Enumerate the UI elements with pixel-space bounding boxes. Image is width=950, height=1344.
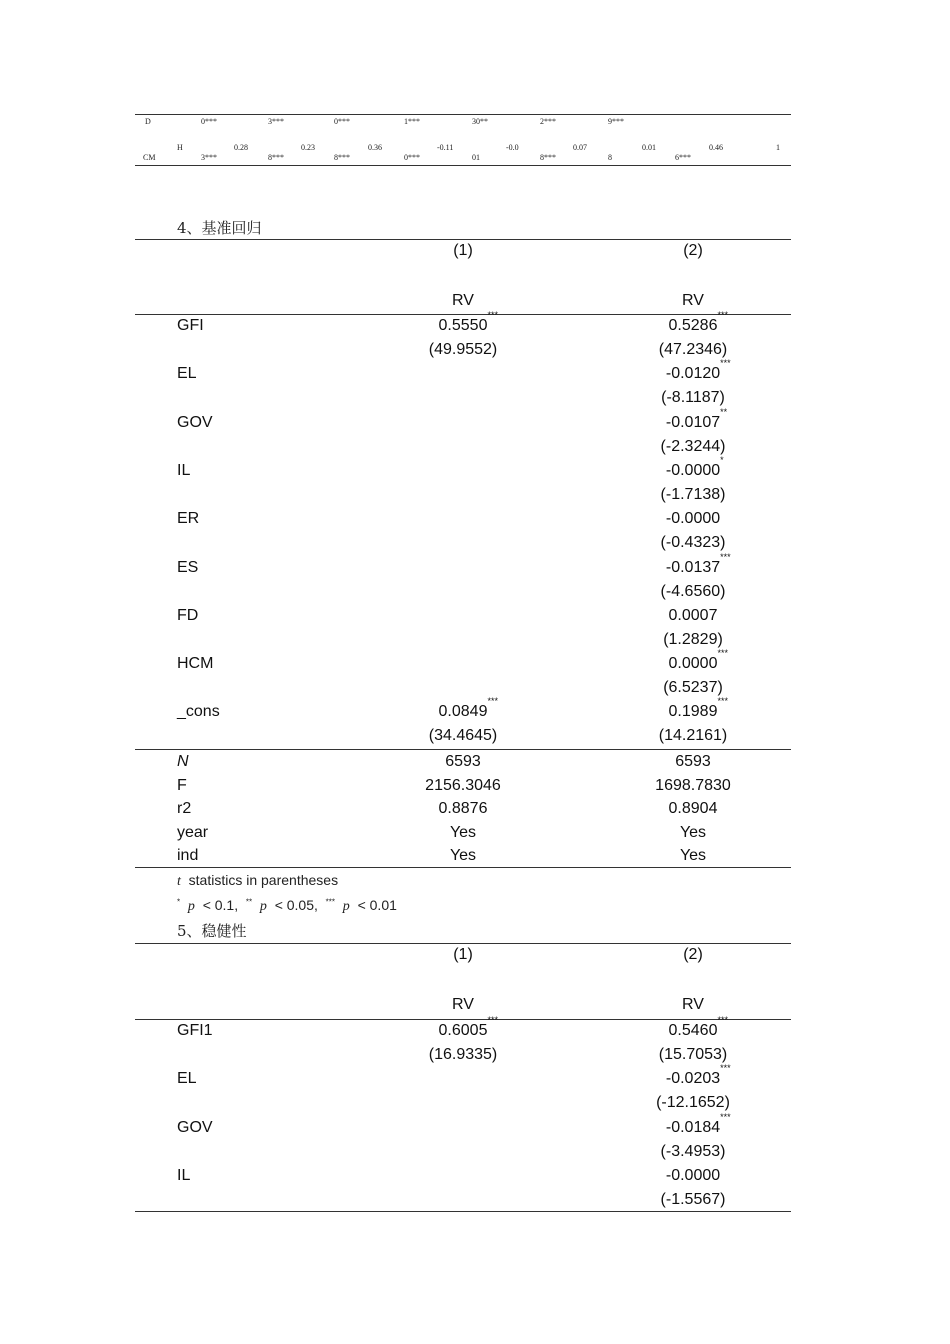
table-top-rule [135, 943, 791, 944]
stat-value: 6593 [445, 753, 481, 770]
corr-cell: 8*** [268, 153, 284, 162]
variable-label: GOV [177, 1118, 213, 1136]
stat-value: Yes [679, 847, 707, 864]
coefficient-number: -0.0000 [665, 510, 721, 528]
variable-label: GOV [177, 413, 213, 431]
t-statistic: (1.2829) [663, 630, 723, 648]
column-number-2: (2) [683, 242, 703, 259]
note-v-1: < 0.1, [202, 897, 239, 913]
coefficient-number: -0.0184 [665, 1118, 721, 1136]
coefficient-value [438, 310, 498, 336]
significance-stars: *** [720, 1063, 731, 1074]
note-significance [177, 897, 397, 915]
variable-label: ES [177, 558, 199, 576]
stat-value: Yes [449, 823, 477, 841]
corr-cell: H [177, 143, 183, 152]
coefficient-number: 0.5286 [668, 317, 718, 334]
t-statistic: (-0.4323) [660, 534, 726, 552]
corr-cell: 01 [472, 153, 480, 162]
stat-value: 6593 [675, 753, 711, 770]
coefficient-value [665, 358, 731, 384]
variable-label: IL [177, 1166, 191, 1184]
corr-cell: 0.46 [709, 143, 723, 152]
dependent-variable-1: RV [452, 996, 474, 1013]
corr-cell: 9*** [608, 117, 624, 126]
note-t-symbol: t [177, 874, 181, 889]
significance-stars: *** [487, 1015, 498, 1025]
corr-cell: 8 [608, 153, 612, 162]
coefficient-value [665, 551, 731, 578]
corr-cell: -0.11 [437, 143, 454, 152]
significance-stars: *** [720, 551, 731, 562]
corr-cell: 0.36 [368, 143, 382, 152]
t-statistic: (34.4645) [428, 727, 498, 745]
corr-cell: 30** [472, 117, 488, 126]
corr-cell: 8*** [334, 153, 350, 162]
section-heading-baseline: 4、基准回归 [177, 219, 262, 237]
significance-stars: * [720, 454, 724, 465]
coefficient-number: 0.6005 [438, 1022, 488, 1039]
coefficient-number: 0.0849 [438, 703, 488, 721]
note-v-2: < 0.05, [274, 897, 318, 913]
coefficient-number: -0.0000 [665, 461, 721, 479]
variable-label: GFI1 [177, 1022, 213, 1039]
significance-stars: *** [720, 1111, 731, 1122]
t-statistic: (-1.7138) [660, 485, 726, 503]
t-statistic: (16.9335) [428, 1046, 498, 1063]
stat-label: year [177, 823, 209, 841]
corr-cell: 0*** [201, 117, 217, 126]
coefficient-value [668, 310, 728, 336]
coefficient-value [665, 406, 728, 433]
t-statistic: (15.7053) [658, 1046, 728, 1063]
coefficient-value [438, 1015, 498, 1041]
stat-value: Yes [679, 823, 707, 841]
corr-cell: 0*** [404, 153, 420, 162]
table-bottom-rule [135, 1211, 791, 1212]
t-statistic: (47.2346) [658, 341, 728, 358]
header-rule [135, 314, 791, 315]
coefficient-number: 0.5460 [668, 1022, 718, 1039]
significance-stars: *** [487, 696, 498, 707]
note-t-statistics [177, 872, 338, 890]
corr-cell: 3*** [201, 153, 217, 162]
stat-label: F [177, 776, 187, 794]
coefficient-value [666, 509, 720, 529]
t-statistic: (-2.3244) [660, 437, 726, 455]
stat-value: 0.8876 [438, 800, 488, 817]
t-statistic: (49.9552) [428, 341, 498, 358]
note-star-1: * [177, 897, 181, 907]
variable-label: FD [177, 606, 199, 624]
coefficient-value [665, 454, 724, 481]
note-t-text: statistics in parentheses [188, 872, 339, 888]
corr-cell: 0*** [334, 117, 350, 126]
significance-stars: ** [720, 406, 728, 417]
note-p-2: p [259, 899, 267, 914]
t-statistic: (6.5237) [663, 679, 723, 697]
dependent-variable-2: RV [682, 996, 704, 1013]
significance-stars: *** [717, 696, 728, 707]
significance-stars: *** [720, 358, 731, 369]
corr-cell: 0.28 [234, 143, 248, 152]
corr-cell: 0.23 [301, 143, 315, 152]
variable-label: ER [177, 510, 200, 528]
corr-cell: 1*** [404, 117, 420, 126]
variable-label: GFI [177, 317, 204, 334]
coefficients-bottom-rule [135, 749, 791, 750]
variable-label: EL [177, 365, 197, 383]
coefficient-value [665, 1063, 731, 1089]
coefficient-value [668, 1015, 728, 1041]
stat-label: r2 [177, 800, 192, 817]
significance-stars: *** [717, 1015, 728, 1025]
note-star-2: ** [245, 897, 253, 907]
coefficient-value [668, 648, 728, 674]
t-statistic: (-3.4953) [660, 1142, 726, 1160]
coefficient-value [665, 1111, 731, 1138]
corr-cell: 2*** [540, 117, 556, 126]
corr-cell: 3*** [268, 117, 284, 126]
coefficient-number: -0.0137 [665, 558, 721, 576]
note-star-3: *** [325, 897, 336, 907]
section-heading-robustness: 5、稳健性 [177, 922, 247, 940]
corr-cell: D [145, 117, 151, 126]
dependent-variable-2: RV [682, 292, 704, 309]
correlation-table-fragment [135, 114, 791, 166]
corr-cell: 0.01 [642, 143, 656, 152]
note-v-3: < 0.01 [357, 897, 397, 913]
significance-stars: *** [487, 310, 498, 320]
t-statistic: (-1.5567) [660, 1190, 726, 1208]
corr-cell: 8*** [540, 153, 556, 162]
coefficient-value [666, 1166, 720, 1186]
t-statistic: (-12.1652) [656, 1094, 730, 1112]
note-p-1: p [187, 899, 195, 914]
coefficient-value [669, 606, 718, 626]
corr-cell: 0.07 [573, 143, 587, 152]
stat-value: Yes [449, 847, 477, 864]
header-rule [135, 1019, 791, 1020]
variable-label: HCM [177, 655, 214, 673]
stat-value: 2156.3046 [425, 776, 501, 794]
dependent-variable-1: RV [452, 292, 474, 309]
table-top-rule [135, 239, 791, 240]
stat-label: N [177, 753, 189, 770]
coefficient-number: -0.0107 [665, 413, 721, 431]
corr-cell: 1 [776, 143, 780, 152]
t-statistic: (14.2161) [658, 727, 728, 745]
significance-stars: *** [717, 310, 728, 320]
variable-label: _cons [177, 703, 220, 721]
variable-label: EL [177, 1070, 197, 1088]
significance-stars: *** [717, 648, 728, 659]
note-p-3: p [342, 899, 350, 914]
coefficient-number: -0.0203 [665, 1070, 721, 1088]
corr-cell: -0.0 [506, 143, 519, 152]
coefficient-value [668, 696, 728, 722]
coefficient-number: -0.0000 [665, 1166, 721, 1184]
coefficient-value [438, 696, 498, 722]
corr-cell: 6*** [675, 153, 691, 162]
coefficient-number: 0.5550 [438, 317, 488, 334]
t-statistic: (-4.6560) [660, 582, 726, 600]
coefficient-number: 0.1989 [668, 703, 718, 721]
stat-value: 0.8904 [668, 800, 718, 817]
column-number-1: (1) [453, 242, 473, 259]
stat-value: 1698.7830 [655, 776, 731, 794]
table-bottom-rule [135, 867, 791, 868]
coefficient-number: 0.0000 [668, 655, 718, 673]
stat-label: ind [177, 847, 199, 864]
t-statistic: (-8.1187) [661, 389, 725, 407]
coefficient-number: -0.0120 [665, 365, 721, 383]
column-number-1: (1) [453, 946, 473, 963]
variable-label: IL [177, 461, 191, 479]
corr-cell: CM [143, 153, 156, 162]
column-number-2: (2) [683, 946, 703, 963]
coefficient-number: 0.0007 [668, 606, 718, 624]
